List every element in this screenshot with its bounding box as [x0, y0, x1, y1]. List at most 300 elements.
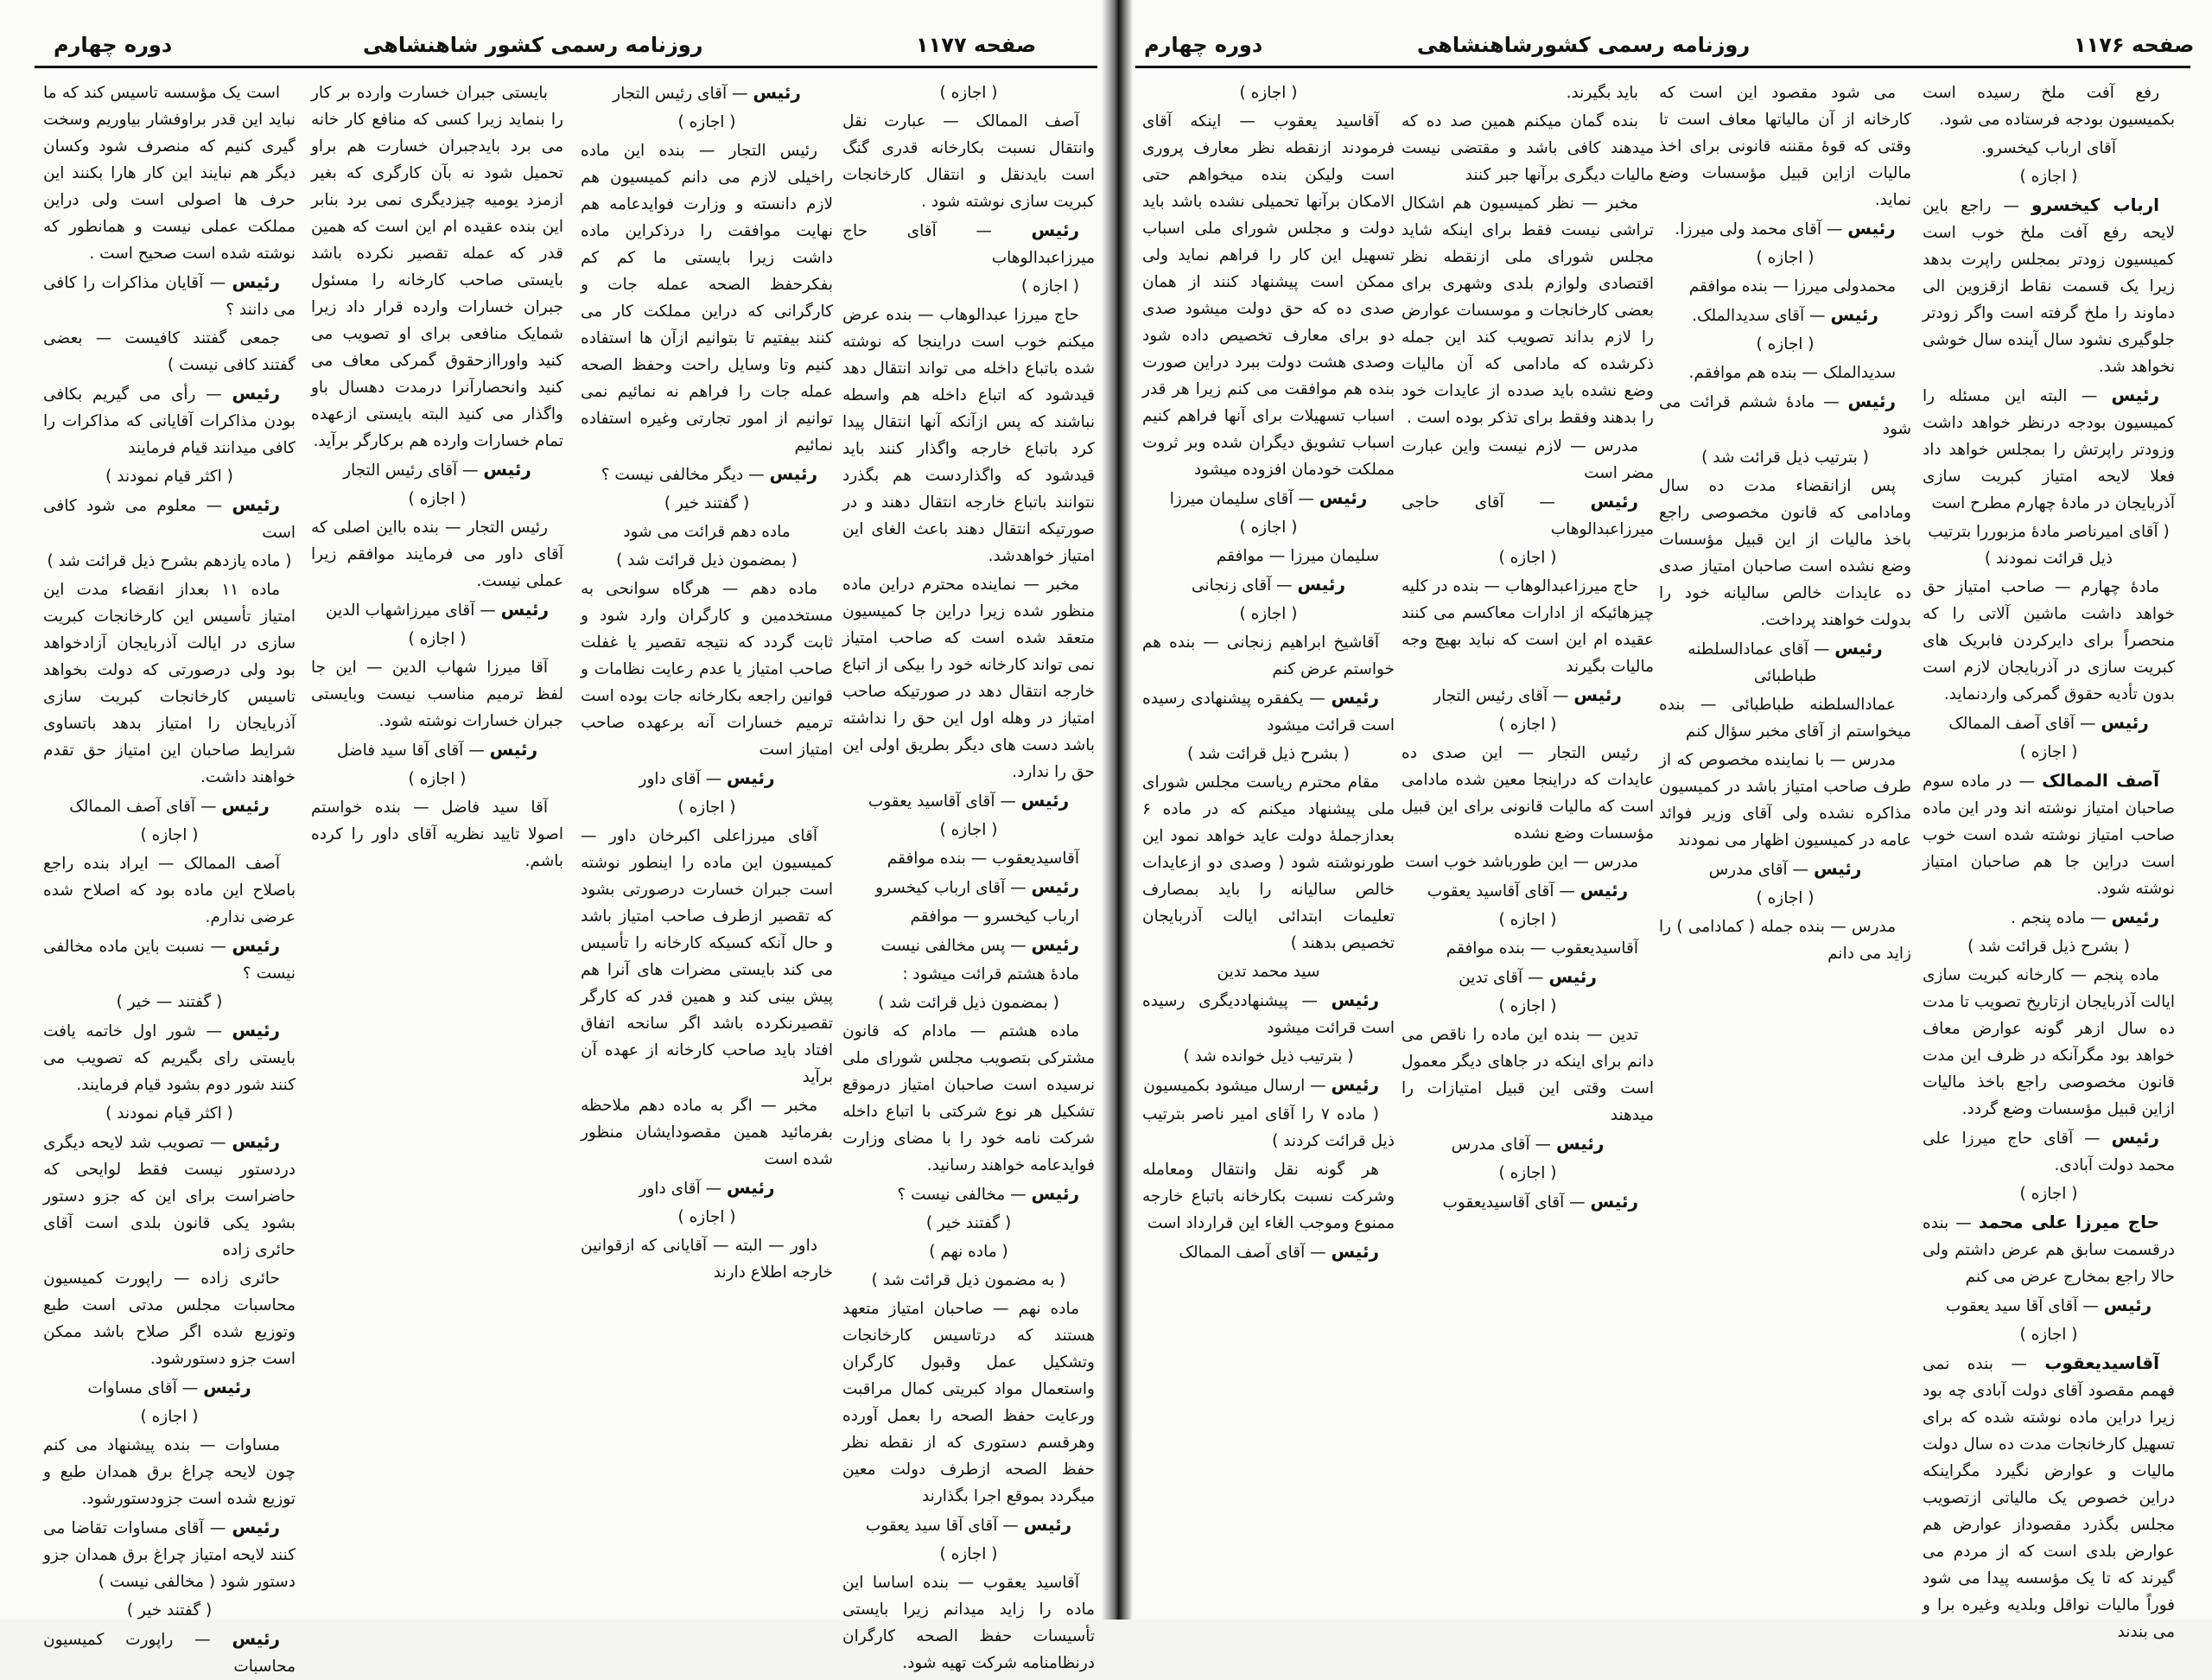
paragraph-text: ( اجازه ) — [1239, 519, 1298, 537]
paragraph-text: — آقای محمد ولی میرزا. — [1675, 220, 1848, 239]
centered-line — [1142, 571, 1395, 599]
paragraph-text: ( بمضمون ذیل قرائت شد ) — [616, 551, 798, 570]
paragraph-text: — آقای رئیس التجار — [613, 85, 753, 103]
paragraph-text: — نسبت باین ماده مخالفی نیست ؟ — [43, 938, 296, 983]
speaker-name: رئیس — [203, 1377, 251, 1397]
speaker-name: رئیس — [232, 271, 280, 292]
centered-line — [311, 736, 563, 764]
paragraph-text: آقاسید یعقوب — بنده اساسا این ماده را زاید میدانم زیرا بایستی تأسیسات حفظ الصحه کارگران درنظامنامه شرکت تهیه شود. — [842, 1574, 1095, 1672]
paragraph-text: داور — البته — آقایانی که ازقوانین خارجه اطلاع دارند — [581, 1237, 833, 1282]
paragraph — [1142, 1156, 1395, 1237]
centered-line — [1659, 856, 1911, 883]
paragraph-text: ( اجازه ) — [1498, 1164, 1557, 1182]
paragraph-text: ( اجازه ) — [140, 826, 199, 844]
paragraph-text: رئیس التجار — بنده این ماده راخیلی لازم می دانم کمیسیون هم لازم دانسته و وزارت فوایدعامه هم نهایت موافقت را درذکراین ماده داشت زیرا بایستی ما کم کم بفکرحفظ الصحه عمله جات و کارگرانی که دراین مملکت کار می کنند بیفتیم تا بتوانیم ازآن ها استفاده کنیم وتا وسایل راحت وحفظ الصحه عمله جات را فراهم نه نمائیم نمی توانیم از امور تجارتی وغیره استفاده نمائیم — [581, 142, 833, 455]
paragraph-text: ماده نهم — صاحبان امتیاز متعهد هستند که درتاسیس کارخانجات وتشکیل عمل وقبول کارگران واستعمال مواد کبریتی کمال مراقبت ورعایت حفظ الصحه را بعمل آورده وهرقسم دستوری که از نقطه نظر حفظ الصحه ازطرف دولت معین میگردد بموقع اجرا بگذارند — [842, 1300, 1095, 1505]
paragraph-text: ( اجازه ) — [1756, 889, 1815, 907]
text-column — [1402, 80, 1654, 1609]
paragraph — [1659, 473, 1911, 633]
centered-line — [842, 1267, 1095, 1294]
paragraph-text: رئیس التجار — بنده بااین اصلی که آقای داور می فرمایند موافقم زیرا عملی نیست. — [311, 519, 563, 590]
centered-line — [43, 1374, 296, 1402]
paragraph-text: — آقای رئیس التجار — [1433, 687, 1574, 705]
paragraph-text: سید محمد تدین — [1217, 963, 1320, 981]
centered-line — [1659, 635, 1911, 690]
header-rule — [1135, 66, 2190, 68]
centered-line — [1402, 711, 1654, 738]
centered-line — [1402, 964, 1654, 991]
speaker-name: رئیس — [1555, 1133, 1605, 1154]
paragraph — [1402, 935, 1654, 962]
speaker-name: رئیس — [1319, 487, 1368, 508]
paragraph — [1142, 684, 1395, 739]
paragraph-text: — البته این مسئله را کمیسیون بودجه درنظر خواهد داشت وزودتر راپرتش را بمجلس خواهد داد فعلا لایحه امتیاز کبریت سازی آذربایجان در مادهٔ چهارم مطرح است — [1923, 387, 2175, 512]
paragraph-text: — آقای آصف الممالک — [1948, 715, 2101, 733]
speaker-name: آقاسیدیعقوب — [2044, 1352, 2159, 1373]
speaker-name: ارباب کیخسرو — [2031, 194, 2159, 215]
speaker-name: رئیس — [232, 1517, 280, 1537]
centered-line — [1659, 885, 1911, 912]
centered-line — [1923, 1321, 2175, 1348]
paragraph-text: محمدولی میرزا — بنده موافقم — [1688, 277, 1896, 296]
centered-line — [1402, 877, 1654, 905]
paragraph-text: — آقای حاج میرزاعبدالوهاب — [842, 222, 1095, 267]
paragraph-text: بایستی جبران خسارت وارده بر کار را بنماید زیرا کسی که منافع کار خانه می برد بایدجبران خسارت هم براو تحمیل شود نه بآن کارگری که بغیر ازمزد یومیه چیزدیگری نمی برد بنابر این بنده عقیده ام این است که همین قدر که عمله تقصیر نکرده باشد بایستی صاحب کارخانه را مسئول جبران خسارات وارده قرار داد زیرا شمایک منافعی برای او تصویب می کنید واوراازحقوق گمرکی معاف می کنید وانحصارآنرا درمدت دهسال باو واگذار می کنید البته بایستی ازعهده تمام خسارات وارده هم برکارگر برآید. — [311, 84, 563, 450]
paragraph-text: ارباب کیخسرو — موافقم — [910, 907, 1079, 926]
centered-line — [1923, 135, 2175, 162]
paragraph — [43, 80, 296, 267]
speaker-name: رئیس — [1297, 574, 1345, 595]
paragraph-text: مادهٔ چهارم — صاحب امتیاز حق خواهد داشت ماشین آلاتی را که منحصراً برای دایرکردن فابریک های کبریت سازی در آذربایجان لازم است بدون تأدیه حقوق گمرکی واردنماید. — [1923, 578, 2175, 703]
paragraph-text: مادهٔ هشتم قرائت میشود : — [902, 965, 1079, 983]
centered-line — [1142, 741, 1395, 767]
speaker-name: رئیس — [769, 463, 817, 484]
paragraph-text: آصف الممالک — عبارت نقل وانتقال نسبت بکارخانه قدری گنگ است بایدنقل و انتقال کارخانجات کبریت سازی نوشته شود . — [842, 112, 1095, 211]
paragraph — [311, 654, 563, 735]
paragraph — [842, 1018, 1095, 1179]
paragraph — [1142, 1101, 1395, 1155]
paragraph-text: — آقای تدین — [1459, 969, 1549, 987]
paragraph-text: — آقای سدیدالملک. — [1692, 307, 1831, 325]
paragraph-text: ( اجازه ) — [140, 1408, 199, 1426]
speaker-name: رئیس — [489, 739, 538, 760]
speaker-name: رئیس — [1020, 790, 1070, 811]
centered-line — [43, 548, 296, 575]
speaker-name: حاج میرزا علی محمد — [1978, 1212, 2159, 1232]
paragraph-text: — آقای آقاسیدیعقوب — [1442, 1193, 1591, 1212]
speaker-name: رئیس — [1847, 391, 1896, 411]
text-column — [842, 80, 1095, 1672]
centered-line — [1923, 710, 2175, 737]
paragraph-text: مدرس — بنده جمله ( کمادامی ) را زاید می دانم — [1659, 918, 1911, 963]
speaker-name: رئیس — [232, 494, 280, 515]
paragraph-text: می شود مقصود این است که کارخانه از آن مالیاتها معاف است تا وقتی که قوهٔ مقننه قانونی برای اخذ مالیات ازاین قبیل مؤسسات وضع نماید. — [1659, 84, 1911, 209]
speaker-name: رئیس — [1331, 990, 1379, 1010]
centered-line — [581, 1174, 833, 1202]
centered-line — [1923, 1292, 2175, 1320]
text-column — [43, 80, 296, 1676]
paragraph-text: آقاسیدیعقوب — بنده موافقم — [887, 850, 1079, 868]
speaker-name: رئیس — [1830, 304, 1878, 325]
paragraph — [43, 269, 296, 323]
paragraph — [1659, 913, 1911, 967]
paragraph-text: — آقای عمادالسلطنه طباطبائی — [1688, 640, 1835, 685]
speaker-name: رئیس — [221, 795, 270, 816]
speaker-name: رئیس — [1590, 491, 1638, 512]
centered-line — [311, 626, 563, 652]
speaker-name: رئیس — [232, 1020, 280, 1040]
speaker-name: رئیس — [1031, 1183, 1079, 1204]
period-label: دوره چهارم — [1144, 33, 1263, 57]
paragraph-text: — آقای داور — [639, 770, 728, 788]
centered-line — [1923, 739, 2175, 766]
paragraph-text: سلیمان میرزا — موافقم — [1216, 547, 1379, 565]
paragraph — [1923, 192, 2175, 380]
paragraph — [842, 1180, 1095, 1208]
centered-line — [581, 80, 833, 107]
paragraph — [842, 845, 1095, 872]
paragraph — [1402, 488, 1654, 543]
paragraph-text: ( ماده نهم ) — [929, 1243, 1008, 1261]
speaker-name: رئیس — [1331, 1074, 1379, 1095]
paragraph — [842, 1295, 1095, 1510]
centered-line — [1142, 1043, 1395, 1070]
paragraph-text: ( بترتیب ذیل قرائت شد ) — [1701, 449, 1869, 467]
paragraph — [43, 850, 296, 931]
centered-line — [1923, 933, 2175, 960]
paragraph — [842, 217, 1095, 271]
paragraph — [43, 1514, 296, 1595]
paragraph-text: — پیشنهاددیگری رسیده است قرائت میشود — [1142, 992, 1395, 1037]
speaker-name: رئیس — [2101, 712, 2149, 733]
paragraph-text: عمادالسلطنه طباطبائی — بنده میخواستم از آقای مخبر سؤال کنم — [1659, 696, 1911, 741]
paragraph-text: ( اکثر قیام نمودند ) — [105, 1104, 233, 1123]
paragraph-text: ( گفتند خیر ) — [925, 1214, 1012, 1232]
paragraph-text: جمعی گفتند کافیست — بعضی گفتند کافی نیست ) — [43, 329, 296, 374]
paragraph-text: ماده هشتم — مادام که قانون مشترکی بتصویب مجلس شورای ملی نرسیده است صاحبان امتیاز درموقع تشکیل هر نوع شرکتی با اتباع داخله شرکت نامه خود را با مضای وزارت فوایدعامه خواهند رسانید. — [842, 1022, 1095, 1174]
binding-shadow — [1102, 0, 1133, 1620]
paragraph-text: مخبر — نظر کمیسیون هم اشکال تراشی نیست فقط برای اینکه شاید مجلس شورای ملی ازنقطه نظر اقتصادی ولوازم بلدی وشهری برای بعضی کارخانجات و موسسات عوارض را لازم بداند تصویب کند این جمله ذکرشده که مادامی که آن مالیات وضع نشده باید صدده از عایدات خود را بدهند وفقط برای تذکر بوده است . — [1402, 194, 1654, 427]
paragraph — [1142, 1072, 1395, 1099]
centered-line — [842, 1238, 1095, 1265]
paragraph — [1402, 108, 1654, 188]
centered-line — [311, 486, 563, 512]
paragraph-text: ( گفتند خیر ) — [126, 1601, 213, 1620]
paragraph — [1659, 80, 1911, 213]
newspaper-title: روزنامه رسمی کشور شاهنشاهی — [363, 33, 703, 57]
centered-line — [1402, 1130, 1654, 1158]
paragraph — [43, 576, 296, 791]
paragraph-text: باید بگیرند. — [1566, 84, 1638, 102]
paragraph — [1659, 747, 1911, 854]
newspaper-title: روزنامه رسمی کشورشاهنشاهی — [1417, 33, 1751, 57]
paragraph-text: — در ماده سوم صاحبان امتیاز نوشته اند ودر این ماده صاحب امتیاز نوشته شده است خوب است دراین جا هم صاحبان امتیاز نوشته شود. — [1923, 773, 2175, 898]
centered-line — [1142, 601, 1395, 627]
paragraph-text: — مخالفی نیست ؟ — [897, 1186, 1032, 1204]
paragraph — [1402, 190, 1654, 431]
paragraph-text: — آقای آقا سید فاضل — [336, 741, 490, 760]
paragraph-text: حائری زاده — راپورت کمیسیون محاسبات مجلس مدتی است طبع وتوزیع شده اگر صلاح باشد ممکن است جزو دستورشود. — [43, 1270, 296, 1368]
paragraph — [43, 1265, 296, 1372]
paragraph-text: ( ماده ۷ را آقای امیر ناصر بترتیب ذیل قرائت کردند ) — [1142, 1105, 1395, 1150]
paragraph-text: ( اجازه ) — [1239, 605, 1298, 623]
paragraph-text: ماده دهم قرائت می شود — [623, 523, 791, 541]
paragraph-text: آقای ارباب کیخسرو. — [1981, 139, 2116, 157]
centered-line — [1923, 519, 2175, 572]
paragraph — [1923, 904, 2175, 932]
speaker-name: رئیس — [483, 459, 531, 480]
paragraph-text: — رأی می گیریم بکافی بودن مذاکرات آقایانی که مذاکرات را کافی میدانند قیام فرمایند — [43, 385, 296, 457]
paragraph-text: — پس مخالفی نیست — [880, 937, 1032, 955]
paragraph-text: مخبر — نماینده محترم دراین ماده منظور شده زیرا دراین جا کمیسیون متعقد شده است که صاحب امتیاز نمی تواند کارخانه خود را بیکی از اتباع خارجه انتقال دهد در صورتیکه صاحب امتیاز در وهله اول این حق را نداشته باشد دست های دیگر بطریق اولی این حق را ندارد. — [842, 576, 1095, 781]
paragraph — [842, 571, 1095, 786]
paragraph-text: ( به مضمون ذیل قرائت شد ) — [871, 1271, 1066, 1289]
paragraph-text: — آقای مساوات — [87, 1379, 204, 1397]
paragraph-text: مدرس — لازم نیست واین عبارت مضر است — [1402, 437, 1654, 482]
paragraph-text: — آقای حاج میرزا علی محمد دولت آبادی. — [1923, 1130, 2175, 1174]
paragraph — [842, 273, 1095, 300]
paragraph-text: ( اجازه ) — [1498, 911, 1557, 929]
speaker-name: آصف الممالک — [2042, 770, 2159, 791]
speaker-name: رئیس — [1023, 1514, 1072, 1535]
paragraph-text: — آقای مدرس — [1451, 1136, 1556, 1154]
paragraph — [1923, 382, 2175, 517]
centered-line — [842, 1541, 1095, 1568]
speaker-name: رئیس — [232, 935, 280, 956]
paragraph-text: مدرس — با نماینده مخصوص که از طرف صاحب امتیاز باشد در کمیسیون مذاکره نشده ولی آقای وزیر فوائد عامه در کمیسیون اظهار می نمودند — [1659, 751, 1911, 850]
paragraph-text: حاج میرزا عبدالوهاب — بنده عرض میکنم خوب است دراینجا که نوشته شده باتباع داخله می تواند انتقال دهد قیدشود که اتباع داخله هم واسطه نباشند که پس ازآنکه آنها انتقال پیدا کرد باتباع خارجه واگذار کنند باید قیدشود که واگذاردست هم بگذرد نتوانند باتباع خارجه انتقال دهند و در صورتیکه انتقال دهند باعث الغای این امتیاز خواهدشد. — [842, 306, 1095, 565]
paragraph-text: ( اجازه ) — [1498, 549, 1557, 567]
centered-line — [581, 1204, 833, 1231]
paragraph-text: — آقای آقا سید یعقوب — [865, 1517, 1024, 1535]
text-column — [1142, 80, 1395, 1609]
paragraph — [581, 461, 833, 488]
paragraph — [1402, 1021, 1654, 1129]
paragraph-text: پس ازانقضاء مدت ده سال ومادامی که قانون مخصوصی راجع باخذ مالیات از این قبیل مؤسسات وضع نشده است صاحبان امتیاز صدی ده عایدات خالص سالیانه خود را بدولت خواهند پرداخت. — [1659, 477, 1911, 629]
paragraph-text: — آقای حاجی میرزاعبدالوهاب — [1402, 493, 1654, 538]
centered-line — [1923, 1180, 2175, 1207]
paragraph-text: ( اجازه ) — [1756, 335, 1815, 353]
paragraph-text: ( بمضمون ذیل قرائت شد ) — [878, 994, 1059, 1012]
speaker-name: رئیس — [2111, 907, 2159, 927]
centered-line — [1142, 80, 1395, 106]
paragraph-text: — مادهٔ ششم قرائت می شود — [1659, 393, 1911, 438]
paragraph — [311, 794, 563, 875]
text-column — [311, 80, 563, 1609]
paragraph-text: — ارسال میشود بکمیسیون — [1143, 1077, 1332, 1095]
centered-line — [1923, 163, 2175, 190]
centered-line — [1659, 215, 1911, 243]
paragraph — [1402, 573, 1654, 680]
paragraph-text: — تصویب شد لایحه دیگری دردستور نیست فقط لوایحی که حاضراست برای این که جزو دستور بشود یکی قانون بلدی است آقای حائری زاده — [43, 1134, 296, 1259]
paragraph-text: ( اجازه ) — [408, 490, 467, 508]
centered-line — [1659, 302, 1911, 329]
paragraph — [1142, 1238, 1395, 1266]
paragraph-text: ( اجازه ) — [677, 799, 736, 817]
paragraph-text: سدیدالملک — بنده هم موافقم. — [1688, 364, 1896, 382]
paragraph-text: ( بشرح ذیل قرائت شد ) — [1187, 745, 1350, 763]
centered-line — [43, 1597, 296, 1624]
paragraph-text: حاج میرزاعبدالوهاب — بنده در کلیه چیزهائیکه از ادارات معاکسم می کنند عقیده ام این است که نباید بهیچ وجه مالیات بگیرند — [1402, 577, 1654, 676]
paragraph — [842, 108, 1095, 215]
paragraph-text: آقای میرزاعلی اکبرخان داور — کمیسیون این ماده را اینطور نوشته است جبران خسارت درصورتی بشود که تقصیر ازطرف صاحب امتیاز باشد و حال آنکه کسیکه کارخانه را تأسیس می کند بایستی مضرات های آنرا هم پیش بینی کند و همین قدر که کارگر تقصیرنکرده باشد اگر سانحه اتفاق افتاد باید صاحب کارخانه از عهده آن برآید — [581, 827, 833, 1086]
paragraph-text: آقا میرزا شهاب الدین — این جا لفظ ترمیم مناسب نیست وبایستی جبران خسارات نوشته شود. — [311, 659, 563, 730]
paragraph-text: مدرس — این طورباشد خوب است — [1405, 853, 1638, 871]
centered-line — [43, 822, 296, 849]
period-label: دوره چهارم — [54, 33, 173, 57]
centered-line — [581, 519, 833, 545]
centered-line — [581, 490, 833, 517]
paragraph-text: ( بترتیب ذیل خوانده شد ) — [1183, 1047, 1354, 1066]
centered-line — [1402, 544, 1654, 571]
centered-line — [311, 596, 563, 624]
centered-line — [842, 80, 1095, 106]
paragraph-text: رفع آفت ملخ رسیده است بکمیسیون بودجه فرستاده می شود. — [1923, 84, 2175, 129]
paragraph — [842, 302, 1095, 570]
paragraph — [43, 932, 296, 987]
speaker-name: رئیس — [1813, 858, 1862, 879]
paragraph-text: — آقای زنجانی — [1192, 576, 1298, 595]
paragraph — [43, 380, 296, 461]
page-number: صفحه ۱۱۷۷ — [916, 33, 1037, 57]
paragraph-text: — بنده درقسمت سابق هم عرض داشتم ولی حالا راجع بمخارج عرض می کنم — [1923, 1214, 2175, 1286]
paragraph-text: ماده پنجم — کارخانه کبریت سازی ایالت آذربایجان ازتاریخ تصویب تا مدت ده سال ازهر گونه عوارض معاف خواهد بود مگرآنکه در ظرف این مدت قانون مخصوصی راجع باخذ مالیات ازاین قبیل مؤسسات وضع گردد. — [1923, 966, 2175, 1118]
centered-line — [1402, 682, 1654, 710]
centered-line — [311, 456, 563, 484]
paragraph — [43, 1432, 296, 1512]
centered-line — [842, 1210, 1095, 1237]
paragraph-text: ( اجازه ) — [2019, 743, 2078, 761]
centered-line — [311, 766, 563, 792]
paragraph-text: — راپورت کمیسیون محاسبات — [43, 1631, 296, 1676]
page-number: صفحه ۱۱۷۶ — [2074, 33, 2195, 57]
paragraph-text: — راجع باین لایحه رفع آفت ملخ خوب است کمیسیون زودتر بمجلس راپرت بدهد زیرا یک قسمت نقاط ازقزوین الی دماوند را ملخ گرفته است واگر زودتر جلوگیری نشود سال آینده سال خوشی نخواهد شد. — [1923, 197, 2175, 376]
paragraph-text: ( اجازه ) — [1498, 997, 1557, 1015]
paragraph-text: است یک مؤسسه تاسیس کند که ما نباید این قدر براوفشار بیاوریم وسخت گیری کنیم که منصرف شود وکسان دیگر هم نبایند این کار هارا بکنند این حرف ها اصولی است ولی دراین مملکت عملی نیست و همانطور که نوشته شده است صحیح است . — [43, 84, 296, 263]
paragraph — [1923, 80, 2175, 133]
paragraph — [43, 1017, 296, 1098]
paragraph — [1402, 740, 1654, 847]
paragraph — [1923, 1350, 2175, 1645]
centered-line — [1402, 907, 1654, 933]
paragraph-text: — آقای سلیمان میرزا — [1169, 490, 1319, 508]
speaker-name: رئیس — [727, 1177, 775, 1198]
speaker-name: رئیس — [1580, 880, 1629, 900]
speaker-name: رئیس — [1031, 934, 1079, 955]
paragraph — [842, 874, 1095, 901]
paragraph-text: تدین — بنده این ماده را ناقص می دانم برای اینکه در جاهای دیگر معمول است وقتی این قبیل امتیازات را میدهند — [1402, 1026, 1654, 1124]
paragraph — [43, 492, 296, 546]
paragraph-text: هر گونه نقل وانتقال ومعامله وشرکت نسبت بکارخانه باتباع خارجه ممنوع وموجب الغاء این قرارداد است — [1142, 1161, 1395, 1232]
header-rule — [35, 66, 1097, 68]
paragraph-text: ( گفتند خیر ) — [664, 494, 750, 512]
paragraph — [1402, 433, 1654, 487]
paragraph-text: آقاسیدیعقوب — بنده موافقم — [1446, 939, 1638, 958]
paragraph-text: ( بشرح ذیل قرائت شد ) — [1967, 938, 2130, 956]
paragraph — [1659, 691, 1911, 745]
centered-line — [842, 817, 1095, 843]
speaker-name: رئیس — [1331, 1241, 1379, 1262]
paragraph-text: آقاسید یعقوب — اینکه آقای فرمودند ازنقطه نظر معارف پروری است ولیکن بنده میخواهم حتی الامکان برآنها تحمیلی نشده باشد باید دولت و مجلس شورای ملی اسباب تسهیل این کار را فراهم نماید ولی ممکن است پیشنهاد کنند از همان صدی ده که حق دولت میشود صدی دو برای معارف تخصیص داده شود وصدی هشت دولت ببرد دراین صورت بنده هم موافقت می کنم زیرا هر قدر اسباب تسهیلات برای آنها فراهم کنیم اسباب تشویق دیگران شده وبر ثروت مملکت خودمان افزوده میشود — [1142, 112, 1395, 479]
text-column — [581, 80, 833, 1609]
paragraph-text: ( اجازه ) — [939, 84, 998, 102]
centered-line — [842, 990, 1095, 1016]
paragraph-text: — آقای آصف الممالک — [1179, 1244, 1332, 1262]
paragraph — [311, 80, 563, 455]
paragraph-text: بنده گمان میکنم همین صد ده که میدهند کافی باشد و مقتضی نیست مالیات دیگری برآنها جبر کنند — [1402, 112, 1654, 184]
centered-line — [43, 989, 296, 1015]
paragraph-text: ( اجازه ) — [939, 821, 998, 839]
paragraph — [1659, 388, 1911, 442]
paragraph-text: ( اجازه ) — [939, 1545, 998, 1563]
speaker-name: رئیس — [1590, 1191, 1638, 1212]
centered-line — [1659, 444, 1911, 471]
paragraph — [43, 325, 296, 379]
speaker-name: رئیس — [1031, 220, 1079, 240]
text-column — [1659, 80, 1911, 1609]
centered-line — [581, 109, 833, 136]
centered-line — [581, 547, 833, 574]
paragraph-text: ( گفتند — خیر ) — [116, 993, 223, 1011]
paragraph-text: آصف الممالک — ایراد بنده راجع باصلاح این ماده بود که اصلاح شده عرضی ندارم. — [43, 855, 296, 926]
paragraph — [1142, 987, 1395, 1041]
centered-line — [581, 794, 833, 821]
paragraph-text: — شور اول خاتمه یافت بایستی رای بگیریم که تصویب می کنند شور دوم بشود قیام فرمایند. — [43, 1022, 296, 1094]
paragraph — [1923, 962, 2175, 1123]
paragraph-text: — آقای آصف الممالک — [69, 798, 222, 816]
paragraph-text: ( اجازه ) — [2019, 1185, 2078, 1203]
centered-line — [43, 463, 296, 490]
paragraph-text: — آقای رئیس التجار — [343, 461, 484, 480]
paragraph-text: آقاشیخ ابراهیم زنجانی — بنده هم خواستم عرض کنم — [1142, 633, 1395, 678]
speaker-name: رئیس — [2111, 1127, 2159, 1148]
speaker-name: رئیس — [1331, 687, 1379, 708]
paragraph — [311, 514, 563, 595]
centered-line — [1659, 245, 1911, 271]
paragraph-text: ( اجازه ) — [677, 113, 736, 131]
speaker-name: رئیس — [753, 82, 801, 103]
paragraph — [1923, 574, 2175, 708]
speaker-name: رئیس — [1573, 684, 1622, 705]
paragraph — [842, 961, 1095, 988]
paragraph-text: — آقای مساوات تقاضا می کنند لایحه امتیاز چراغ برق همدان جزو دستور شود ( مخالفی نیست ) — [43, 1519, 296, 1591]
centered-line — [842, 1511, 1095, 1539]
centered-line — [43, 792, 296, 820]
right-page — [1123, 0, 2212, 1641]
paragraph-text: ( آقای امیرناصر مادهٔ مزبوررا بترتیب ذیل قرائت نمودند ) — [1928, 523, 2170, 568]
paragraph-text: مقام محترم ریاست مجلس شورای ملی پیشنهاد میکنم که در ماده ۶ بعدازجملهٔ دولت عاید خواهد نمود این طورنوشته شود ( وصدی دو ازعایدات خالص سالیانه را باید بمصارف تعلیمات ابتدائی ایالت آذربایجان تخصیص بدهند ) — [1142, 773, 1395, 952]
centered-line — [1142, 514, 1395, 541]
paragraph — [581, 1092, 833, 1173]
speaker-name: رئیس — [232, 1628, 280, 1649]
paragraph — [1923, 1124, 2175, 1179]
paragraph — [1402, 80, 1654, 106]
paragraph-text: — آقای میرزاشهاب الدین — [325, 601, 501, 620]
paragraph — [1142, 543, 1395, 570]
paragraph — [1659, 273, 1911, 300]
paragraph — [43, 1129, 296, 1263]
centered-line — [1142, 958, 1395, 985]
paragraph-text: — آقای مدرس — [1708, 861, 1814, 879]
paragraph — [1659, 360, 1911, 386]
speaker-name: رئیس — [232, 1131, 280, 1152]
paragraph-text: — بنده نمی فهمم مقصود آقای دولت آبادی چه بود زیرا دراین ماده نوشته شده که برای تسهیل کارخانجات مدت ده سال دولت مالیات و عوارض نگیرد مگراینکه دراین خصوص یک مالیاتی ازتصویب مجلس بگذرد مقصوداز عوارض هم عوارض بلدی است که از مردم می گیرند که تا یک مؤسسه پیدا می شود فوراً مالیات نواقل وبلدیه وغیره برا و می بندند — [1923, 1355, 2175, 1641]
paragraph — [581, 823, 833, 1091]
paragraph-text: ( اجازه ) — [677, 1208, 736, 1226]
paragraph-text: — آقای ارباب کیخسرو — [875, 879, 1032, 897]
speaker-name: رئیس — [1031, 876, 1079, 897]
paragraph — [1923, 767, 2175, 902]
